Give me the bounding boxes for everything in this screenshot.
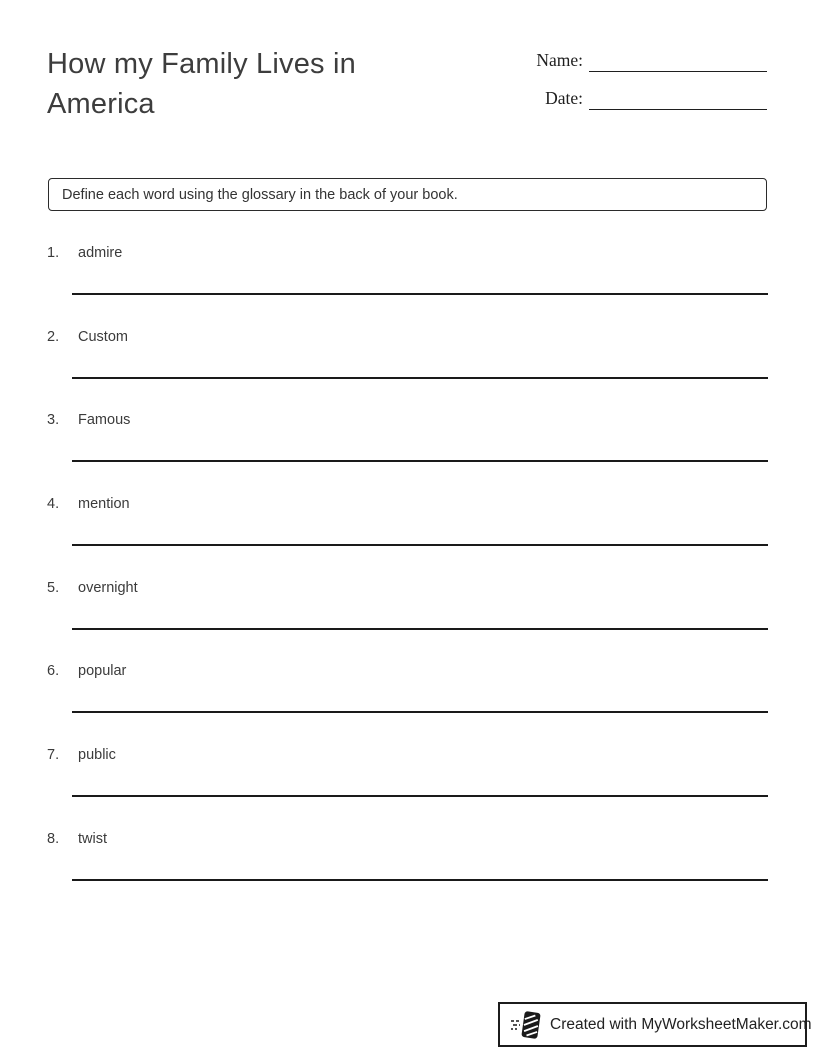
item-word: Custom (78, 328, 128, 345)
name-blank-line (589, 50, 767, 72)
item-word: admire (78, 245, 123, 261)
item-number: 8. (47, 830, 60, 847)
item-word: mention (78, 496, 130, 513)
list-item (47, 412, 768, 496)
item-word: popular (78, 663, 127, 680)
list-item (47, 329, 768, 413)
item-number: 4. (47, 496, 60, 513)
answer-blank-line (72, 460, 768, 462)
answer-blank-line (72, 293, 768, 295)
date-row (531, 88, 767, 110)
page-title: How my Family Lives in America (47, 48, 356, 120)
list-item (47, 747, 768, 831)
answer-blank-line (72, 628, 768, 630)
item-word: twist (78, 830, 107, 847)
item-number: 3. (47, 412, 60, 429)
credit-text: Created with MyWorksheetMaker.com (550, 1015, 812, 1033)
name-row (531, 50, 767, 72)
answer-blank-line (72, 544, 768, 546)
worksheetmaker-logo-icon (510, 1009, 544, 1041)
item-number: 7. (47, 747, 60, 764)
word-list (47, 245, 768, 915)
item-number: 2. (47, 328, 60, 345)
answer-blank-line (72, 711, 768, 713)
answer-blank-line (72, 377, 768, 379)
item-number: 6. (47, 663, 60, 680)
item-number: 1. (47, 245, 60, 261)
item-word: overnight (78, 579, 138, 596)
answer-blank-line (72, 795, 768, 797)
date-blank-line (589, 88, 767, 110)
item-number: 5. (47, 579, 60, 596)
instructions-box (48, 178, 767, 211)
date-label: Date: (545, 88, 583, 108)
list-item (47, 580, 768, 664)
list-item (47, 831, 768, 915)
credit-badge (498, 1002, 812, 1047)
answer-blank-line (72, 879, 768, 881)
name-label: Name: (536, 50, 583, 70)
instructions-text: Define each word using the glossary in the back of your book. (62, 186, 458, 203)
list-item (47, 245, 768, 329)
item-word: public (78, 747, 116, 764)
list-item (47, 496, 768, 580)
list-item (47, 663, 768, 747)
name-date-block (531, 50, 767, 126)
item-word: Famous (78, 412, 131, 429)
